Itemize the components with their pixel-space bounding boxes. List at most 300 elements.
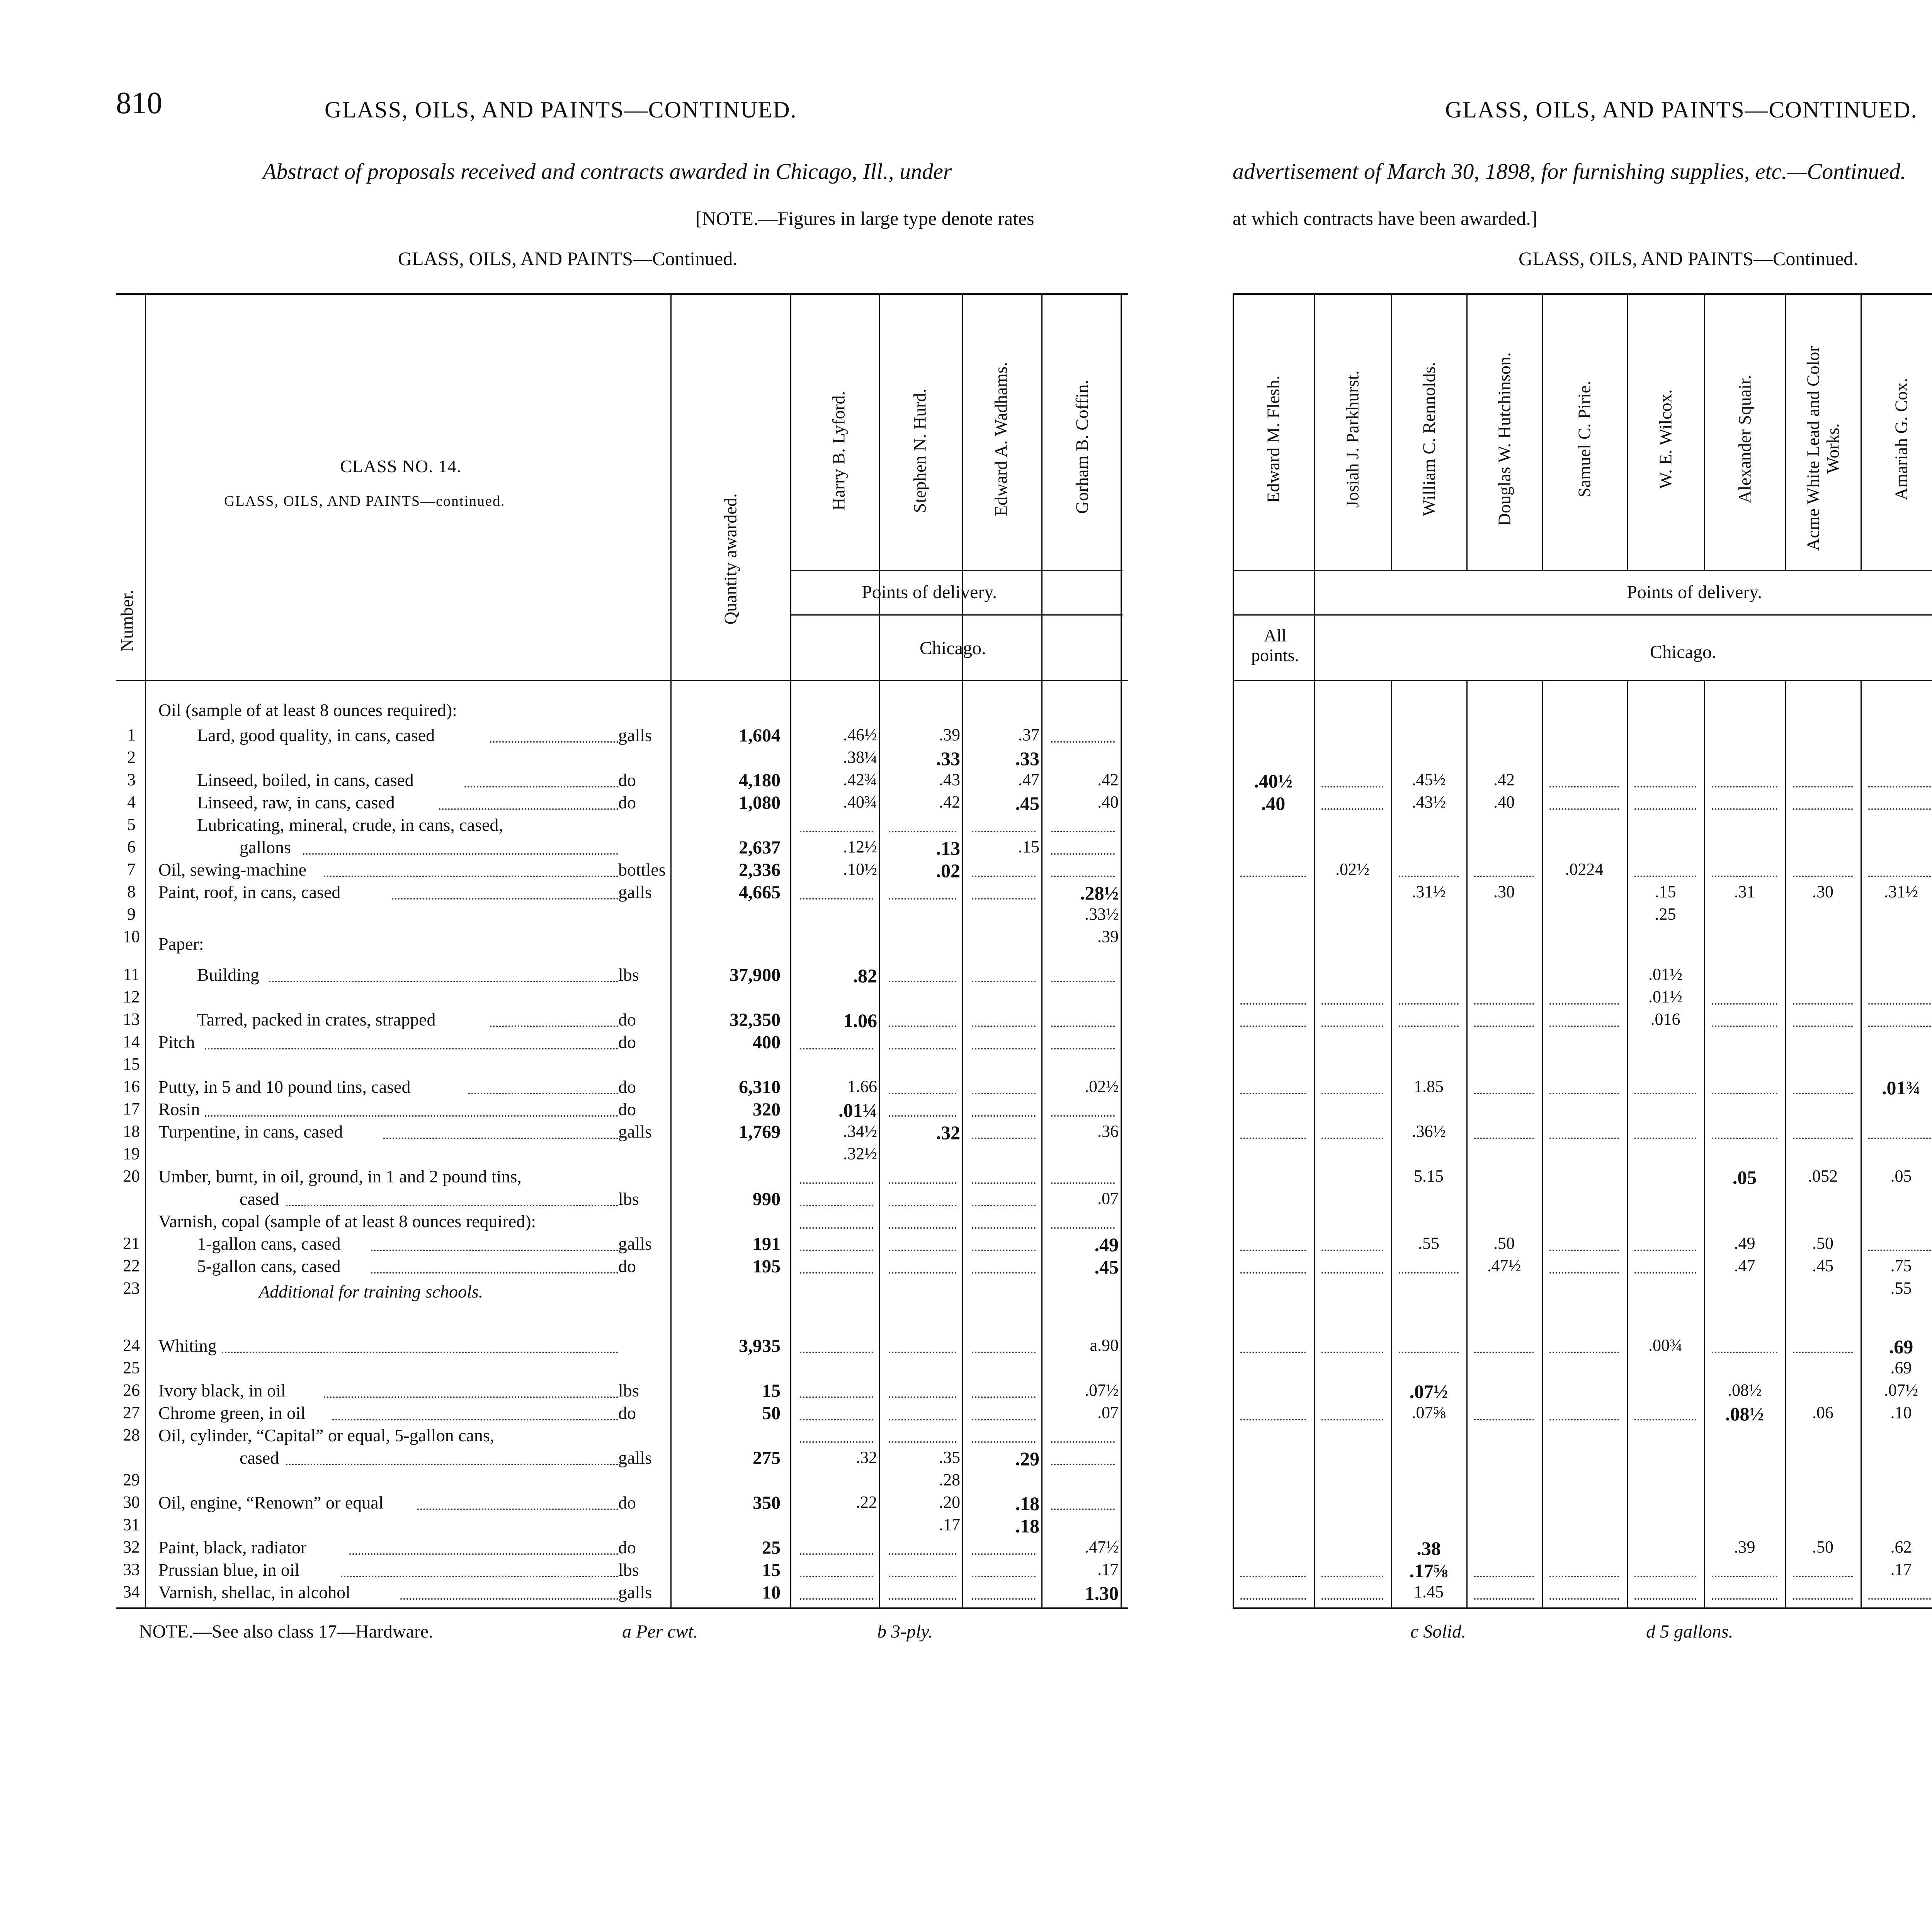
item-unit: do — [618, 1099, 636, 1119]
right-empty-dots — [1712, 1352, 1777, 1353]
left-points-rule — [790, 614, 1122, 616]
right-bid-cell: .55 — [1890, 1279, 1912, 1298]
right-empty-dots — [1240, 1026, 1306, 1027]
right-bid-cell: .50 — [1493, 1234, 1515, 1253]
empty-cell-dots — [972, 831, 1036, 832]
item-unit: do — [618, 1256, 636, 1276]
right-empty-dots — [1634, 1138, 1696, 1139]
left-footnote-b: b 3-ply. — [877, 1621, 933, 1642]
right-empty-dots — [1634, 1093, 1696, 1094]
left-vline-c4 — [1121, 294, 1122, 1607]
right-empty-dots — [1321, 786, 1383, 787]
right-col-line-header — [1314, 615, 1315, 681]
right-header-rule — [1233, 680, 1932, 681]
leader-dots — [392, 898, 618, 900]
bid-cell: 1.30 — [1085, 1582, 1119, 1604]
row-number: 16 — [123, 1077, 140, 1096]
right-bid-cell: .01½ — [1648, 987, 1682, 1006]
right-bidder-name: Acme White Lead and Color Works. — [1803, 346, 1842, 551]
leader-dots — [286, 1205, 618, 1206]
right-empty-dots — [1321, 1272, 1383, 1274]
empty-cell-dots — [972, 1227, 1036, 1229]
row-number: 13 — [123, 1010, 140, 1029]
item-description: Whiting — [158, 1336, 217, 1355]
item-unit: do — [618, 1493, 636, 1512]
left-running-head: GLASS, OILS, AND PAINTS—CONTINUED. — [325, 97, 797, 122]
row-number: 12 — [123, 987, 140, 1006]
right-empty-dots — [1712, 1026, 1777, 1027]
bid-cell: .42 — [1097, 770, 1119, 789]
bid-cell: .32 — [936, 1122, 960, 1143]
right-bidder-name: Samuel C. Pirie. — [1574, 381, 1594, 498]
right-empty-dots — [1868, 1598, 1932, 1600]
right-bid-cell: .01¾ — [1882, 1077, 1920, 1099]
empty-cell-dots — [800, 1598, 873, 1600]
left-page-number: 810 — [116, 86, 162, 120]
item-unit: galls — [618, 882, 652, 902]
item-unit: do — [618, 1010, 636, 1029]
left-footnote-a: a Per cwt. — [622, 1621, 698, 1642]
right-bid-cell: 1.45 — [1414, 1582, 1444, 1601]
item-unit: do — [618, 1032, 636, 1052]
right-empty-dots — [1712, 1138, 1777, 1139]
empty-cell-dots — [889, 1250, 956, 1251]
right-bid-cell: .25 — [1655, 905, 1676, 923]
leader-dots — [383, 1138, 618, 1139]
right-bid-cell: 5.15 — [1414, 1167, 1444, 1185]
bid-cell: .37 — [1018, 725, 1039, 744]
bid-cell: .38¼ — [843, 748, 877, 767]
item-description: Lard, good quality, in cans, cased — [197, 725, 435, 745]
bid-cell: .46½ — [843, 725, 877, 744]
right-bid-cell: .50 — [1812, 1537, 1833, 1556]
item-description: Oil, sewing-machine — [158, 860, 307, 879]
right-bid-cell: .40 — [1261, 793, 1286, 814]
right-empty-dots — [1474, 1138, 1534, 1139]
left-vline-c1 — [879, 294, 880, 1607]
empty-cell-dots — [889, 981, 956, 982]
right-bid-cell: .45½ — [1412, 770, 1446, 789]
left-class-caption: GLASS, OILS, AND PAINTS—Continued. — [398, 248, 738, 269]
right-col-line-body — [1704, 681, 1705, 1607]
right-empty-dots — [1240, 1093, 1306, 1094]
right-bidder-name: William C. Rennolds. — [1419, 362, 1439, 517]
quantity-awarded: 32,350 — [730, 1010, 781, 1030]
bid-cell: .28½ — [1080, 882, 1119, 904]
bid-cell: .13 — [936, 837, 960, 859]
bid-cell: .15 — [1018, 837, 1039, 856]
left-note-line: [NOTE.—Figures in large type denote rates — [696, 207, 1034, 229]
right-bottom-rule — [1233, 1607, 1932, 1609]
right-points-rule — [1233, 614, 1932, 616]
right-footnote-c: c Solid. — [1410, 1621, 1466, 1642]
quantity-awarded: 320 — [753, 1099, 781, 1120]
section-heading-paper: Paper: — [158, 934, 204, 954]
empty-cell-dots — [972, 1048, 1036, 1049]
bid-cell: .40 — [1097, 793, 1119, 811]
empty-cell-dots — [800, 1205, 873, 1206]
empty-cell-dots — [972, 1093, 1036, 1094]
item-description: cased — [240, 1448, 279, 1468]
right-empty-dots — [1240, 1576, 1306, 1577]
row-number: 17 — [123, 1099, 140, 1118]
right-bidder-name: Edward M. Flesh. — [1263, 375, 1283, 503]
row-number: 22 — [123, 1256, 140, 1275]
row-number: 33 — [123, 1560, 140, 1579]
empty-cell-dots — [972, 1138, 1036, 1139]
right-bid-cell: .55 — [1418, 1234, 1439, 1253]
right-vline-left — [1233, 294, 1234, 1607]
right-col-line — [1542, 294, 1543, 570]
right-col-line — [1861, 294, 1862, 570]
empty-cell-dots — [800, 1182, 873, 1184]
right-empty-dots — [1399, 1026, 1459, 1027]
empty-cell-dots — [800, 898, 873, 900]
right-col-line — [1466, 294, 1468, 570]
item-unit: do — [618, 1077, 636, 1097]
bid-cell: .43 — [939, 770, 960, 789]
right-bid-cell: .10 — [1890, 1403, 1912, 1422]
right-empty-dots — [1868, 786, 1932, 787]
empty-cell-dots — [1051, 1509, 1115, 1510]
bid-cell: .22 — [856, 1493, 877, 1512]
bid-cell: .02 — [936, 860, 960, 881]
section-heading-oil: Oil (sample of at least 8 ounces required): — [158, 700, 457, 720]
leader-dots — [341, 1576, 618, 1577]
right-bid-cell: .50 — [1812, 1234, 1833, 1253]
right-bid-cell: .31½ — [1884, 882, 1918, 901]
right-empty-dots — [1634, 1272, 1696, 1274]
item-description: gallons — [240, 837, 291, 857]
item-description: Linseed, boiled, in cans, cased — [197, 770, 414, 790]
right-empty-dots — [1868, 808, 1932, 810]
right-note-line: at which contracts have been awarded.] — [1233, 207, 1537, 229]
quantity-awarded: 15 — [762, 1381, 781, 1401]
row-number: 6 — [127, 837, 136, 856]
right-empty-dots — [1793, 808, 1853, 810]
row-number: 32 — [123, 1537, 140, 1556]
item-unit: bottles — [618, 860, 666, 879]
quantity-awarded: 6,310 — [739, 1077, 781, 1097]
left-vline-number — [145, 294, 146, 1607]
quantity-awarded: 4,180 — [739, 770, 781, 791]
row-number: 11 — [123, 965, 140, 984]
item-description: Linseed, raw, in cans, cased — [197, 793, 395, 812]
right-empty-dots — [1321, 1093, 1383, 1094]
empty-cell-dots — [800, 1227, 873, 1229]
item-description: Rosin — [158, 1099, 200, 1119]
empty-cell-dots — [1051, 1464, 1115, 1465]
item-unit: lbs — [618, 1189, 639, 1209]
right-empty-dots — [1474, 1598, 1534, 1600]
bid-cell: .01¼ — [838, 1099, 877, 1121]
empty-cell-dots — [972, 876, 1036, 877]
row-number: 15 — [123, 1054, 140, 1073]
item-description: Turpentine, in cans, cased — [158, 1122, 343, 1141]
bid-cell: .33½ — [1085, 905, 1119, 923]
right-empty-dots — [1712, 1003, 1777, 1005]
item-unit: lbs — [618, 1381, 639, 1400]
empty-cell-dots — [972, 898, 1036, 900]
left-vline-c3 — [1041, 294, 1043, 1607]
empty-cell-dots — [889, 1115, 956, 1117]
right-bid-cell: .47 — [1734, 1256, 1755, 1275]
item-unit: galls — [618, 1122, 652, 1141]
right-empty-dots — [1793, 876, 1853, 877]
left-class-title: CLASS NO. 14. — [340, 456, 462, 476]
right-empty-dots — [1321, 1250, 1383, 1251]
right-empty-dots — [1712, 1598, 1777, 1600]
item-description: Prussian blue, in oil — [158, 1560, 300, 1580]
left-header-rule — [116, 680, 1128, 681]
row-number: 20 — [123, 1167, 140, 1185]
right-empty-dots — [1549, 1003, 1619, 1005]
leader-dots — [303, 853, 618, 855]
right-bid-cell: 1.85 — [1414, 1077, 1444, 1096]
right-bid-cell: .05 — [1732, 1167, 1757, 1188]
leader-dots — [490, 741, 618, 743]
empty-cell-dots — [889, 1419, 956, 1420]
bid-cell: .29 — [1015, 1448, 1039, 1469]
bid-cell: .42¾ — [843, 770, 877, 789]
right-empty-dots — [1549, 1598, 1619, 1600]
leader-dots — [468, 1093, 618, 1094]
right-bid-cell: .38 — [1417, 1537, 1441, 1559]
quantity-awarded: 37,900 — [730, 965, 781, 985]
right-empty-dots — [1240, 1250, 1306, 1251]
row-number: 29 — [123, 1470, 140, 1489]
bidder-edward-wadhams: Edward A. Wadhams. — [991, 362, 1011, 517]
item-unit: do — [618, 1403, 636, 1423]
row-number: 3 — [127, 770, 136, 789]
empty-cell-dots — [1051, 1115, 1115, 1117]
right-bid-cell: .016 — [1650, 1010, 1680, 1029]
bid-cell: .17 — [939, 1515, 960, 1534]
right-empty-dots — [1868, 876, 1932, 877]
item-description: Tarred, packed in crates, strapped — [197, 1010, 436, 1029]
quantity-awarded: 275 — [753, 1448, 781, 1468]
right-empty-dots — [1868, 1250, 1932, 1251]
item-unit: galls — [618, 1448, 652, 1468]
right-col-line-body — [1542, 681, 1543, 1607]
right-empty-dots — [1240, 1598, 1306, 1600]
left-abstract-line: Abstract of proposals received and contracts awarded in Chicago, Ill., under — [263, 159, 952, 184]
left-points-of-delivery: Points of delivery. — [862, 582, 997, 602]
quantity-awarded: 2,637 — [739, 837, 781, 858]
item-unit: galls — [618, 725, 652, 745]
leader-dots — [417, 1509, 618, 1510]
item-description: Chrome green, in oil — [158, 1403, 306, 1423]
quantity-awarded: 400 — [753, 1032, 781, 1053]
quantity-awarded: 990 — [753, 1189, 781, 1209]
right-col-line — [1391, 294, 1392, 570]
leader-dots — [205, 1048, 618, 1049]
empty-cell-dots — [889, 1093, 956, 1094]
right-empty-dots — [1321, 808, 1383, 810]
right-empty-dots — [1712, 1576, 1777, 1577]
bid-cell: .40¾ — [843, 793, 877, 811]
item-description: Ivory black, in oil — [158, 1381, 286, 1400]
right-empty-dots — [1321, 1352, 1383, 1353]
leader-dots — [324, 876, 618, 877]
right-class-caption: GLASS, OILS, AND PAINTS—Continued. — [1519, 248, 1858, 269]
empty-cell-dots — [889, 1598, 956, 1600]
right-empty-dots — [1240, 1272, 1306, 1274]
item-unit: do — [618, 793, 636, 812]
right-empty-dots — [1321, 1576, 1383, 1577]
right-bidder-name: Alexander Squair. — [1735, 375, 1755, 503]
quantity-awarded: 191 — [753, 1234, 781, 1254]
right-empty-dots — [1321, 1419, 1383, 1420]
row-number: 1 — [127, 725, 136, 744]
right-empty-dots — [1793, 1026, 1853, 1027]
right-col-line — [1627, 294, 1628, 570]
row-number: 31 — [123, 1515, 140, 1534]
row-number: 30 — [123, 1493, 140, 1512]
left-bottom-rule — [116, 1607, 1128, 1609]
leader-dots — [439, 808, 618, 810]
bid-cell: .34½ — [843, 1122, 877, 1141]
bid-cell: .33 — [936, 748, 960, 769]
quantity-awarded: 2,336 — [739, 860, 781, 880]
right-bid-cell: .75 — [1890, 1256, 1912, 1275]
left-vline-desc — [670, 294, 672, 1607]
right-empty-dots — [1712, 876, 1777, 877]
bid-cell: .17 — [1097, 1560, 1119, 1579]
right-bidder-name: Josiah J. Parkhurst. — [1342, 370, 1362, 508]
left-bidder-rule — [790, 570, 1122, 571]
item-description: Paint, roof, in cans, cased — [158, 882, 341, 902]
right-bid-cell: .30 — [1812, 882, 1833, 901]
row-number: 8 — [127, 882, 136, 901]
empty-cell-dots — [972, 1441, 1036, 1443]
empty-cell-dots — [972, 1272, 1036, 1274]
right-empty-dots — [1793, 1003, 1853, 1005]
item-unit: galls — [618, 1582, 652, 1602]
right-bid-cell: .42 — [1493, 770, 1515, 789]
bid-cell: .45 — [1015, 793, 1039, 814]
right-col-line — [1704, 294, 1705, 570]
row-number: 23 — [123, 1279, 140, 1298]
empty-cell-dots — [1051, 1441, 1115, 1443]
right-empty-dots — [1793, 1598, 1853, 1600]
quantity-awarded: 50 — [762, 1403, 781, 1423]
bid-cell: .07 — [1097, 1189, 1119, 1208]
item-unit: lbs — [618, 1560, 639, 1580]
item-unit: do — [618, 1537, 636, 1557]
row-number: 28 — [123, 1425, 140, 1444]
empty-cell-dots — [1051, 1048, 1115, 1049]
right-bidder-rule — [1233, 570, 1932, 571]
right-empty-dots — [1634, 1576, 1696, 1577]
right-bid-cell: .08½ — [1728, 1381, 1762, 1400]
leader-dots — [286, 1464, 618, 1465]
empty-cell-dots — [972, 1250, 1036, 1251]
leader-dots — [205, 1115, 618, 1117]
row-number: 34 — [123, 1582, 140, 1601]
item-unit: galls — [618, 1234, 652, 1253]
empty-cell-dots — [889, 1396, 956, 1398]
leader-dots — [349, 1553, 618, 1555]
empty-cell-dots — [800, 1352, 873, 1353]
right-bid-cell: .30 — [1493, 882, 1515, 901]
row-number: 14 — [123, 1032, 140, 1051]
left-vline-c2 — [962, 294, 963, 1607]
bid-cell: .10½ — [843, 860, 877, 879]
right-bid-cell: .31 — [1734, 882, 1755, 901]
right-footnote-d: d 5 gallons. — [1646, 1621, 1733, 1642]
right-empty-dots — [1549, 1419, 1619, 1420]
left-number-header: Number. — [117, 590, 137, 652]
item-description: Oil, cylinder, “Capital” or equal, 5-gallon cans, — [158, 1425, 495, 1445]
right-bid-cell: .07½ — [1884, 1381, 1918, 1400]
bid-cell: .39 — [1097, 927, 1119, 946]
right-empty-dots — [1634, 876, 1696, 877]
right-empty-dots — [1240, 876, 1306, 877]
item-description: Pitch — [158, 1032, 195, 1052]
right-empty-dots — [1549, 786, 1619, 787]
right-bid-cell: .45 — [1812, 1256, 1833, 1275]
empty-cell-dots — [1051, 853, 1115, 855]
leader-dots — [324, 1396, 618, 1398]
leader-dots — [400, 1598, 618, 1600]
right-col-line-body — [1785, 681, 1786, 1607]
right-empty-dots — [1793, 1138, 1853, 1139]
bidder-stephen-hurd: Stephen N. Hurd. — [910, 388, 930, 513]
right-empty-dots — [1549, 1093, 1619, 1094]
right-col-line-body — [1391, 681, 1392, 1607]
empty-cell-dots — [889, 1026, 956, 1027]
row-number: 4 — [127, 793, 136, 811]
empty-cell-dots — [800, 1576, 873, 1577]
empty-cell-dots — [1051, 741, 1115, 743]
empty-cell-dots — [889, 1182, 956, 1184]
empty-cell-dots — [972, 1205, 1036, 1206]
right-bid-cell: .08½ — [1725, 1403, 1764, 1425]
right-bid-cell: .62 — [1890, 1537, 1912, 1556]
empty-cell-dots — [889, 1441, 956, 1443]
left-class-subtitle: GLASS, OILS, AND PAINTS—continued. — [224, 493, 505, 509]
quantity-awarded: 350 — [753, 1493, 781, 1513]
empty-cell-dots — [800, 1441, 873, 1443]
empty-cell-dots — [889, 1048, 956, 1049]
bid-cell: .07½ — [1085, 1381, 1119, 1400]
item-description: Building — [197, 965, 260, 985]
right-empty-dots — [1240, 1003, 1306, 1005]
right-empty-dots — [1793, 786, 1853, 787]
bid-cell: .33 — [1015, 748, 1039, 769]
empty-cell-dots — [800, 1553, 873, 1555]
right-bid-cell: .07⅝ — [1412, 1403, 1446, 1422]
right-bid-cell: .15 — [1655, 882, 1676, 901]
bid-cell: .12½ — [843, 837, 877, 856]
leader-dots — [490, 1026, 618, 1027]
right-empty-dots — [1240, 1138, 1306, 1139]
quantity-awarded: 3,935 — [739, 1336, 781, 1356]
right-bid-cell: .36½ — [1412, 1122, 1446, 1141]
right-empty-dots — [1549, 1576, 1619, 1577]
right-empty-dots — [1321, 1026, 1383, 1027]
empty-cell-dots — [889, 1272, 956, 1274]
right-bid-cell: .69 — [1889, 1336, 1913, 1357]
empty-cell-dots — [972, 1352, 1036, 1353]
right-empty-dots — [1868, 1026, 1932, 1027]
item-description: Putty, in 5 and 10 pound tins, cased — [158, 1077, 411, 1097]
item-unit: do — [618, 770, 636, 790]
quantity-awarded: 1,080 — [739, 793, 781, 813]
right-empty-dots — [1712, 786, 1777, 787]
section-heading-additional: Additional for training schools. — [259, 1282, 483, 1301]
